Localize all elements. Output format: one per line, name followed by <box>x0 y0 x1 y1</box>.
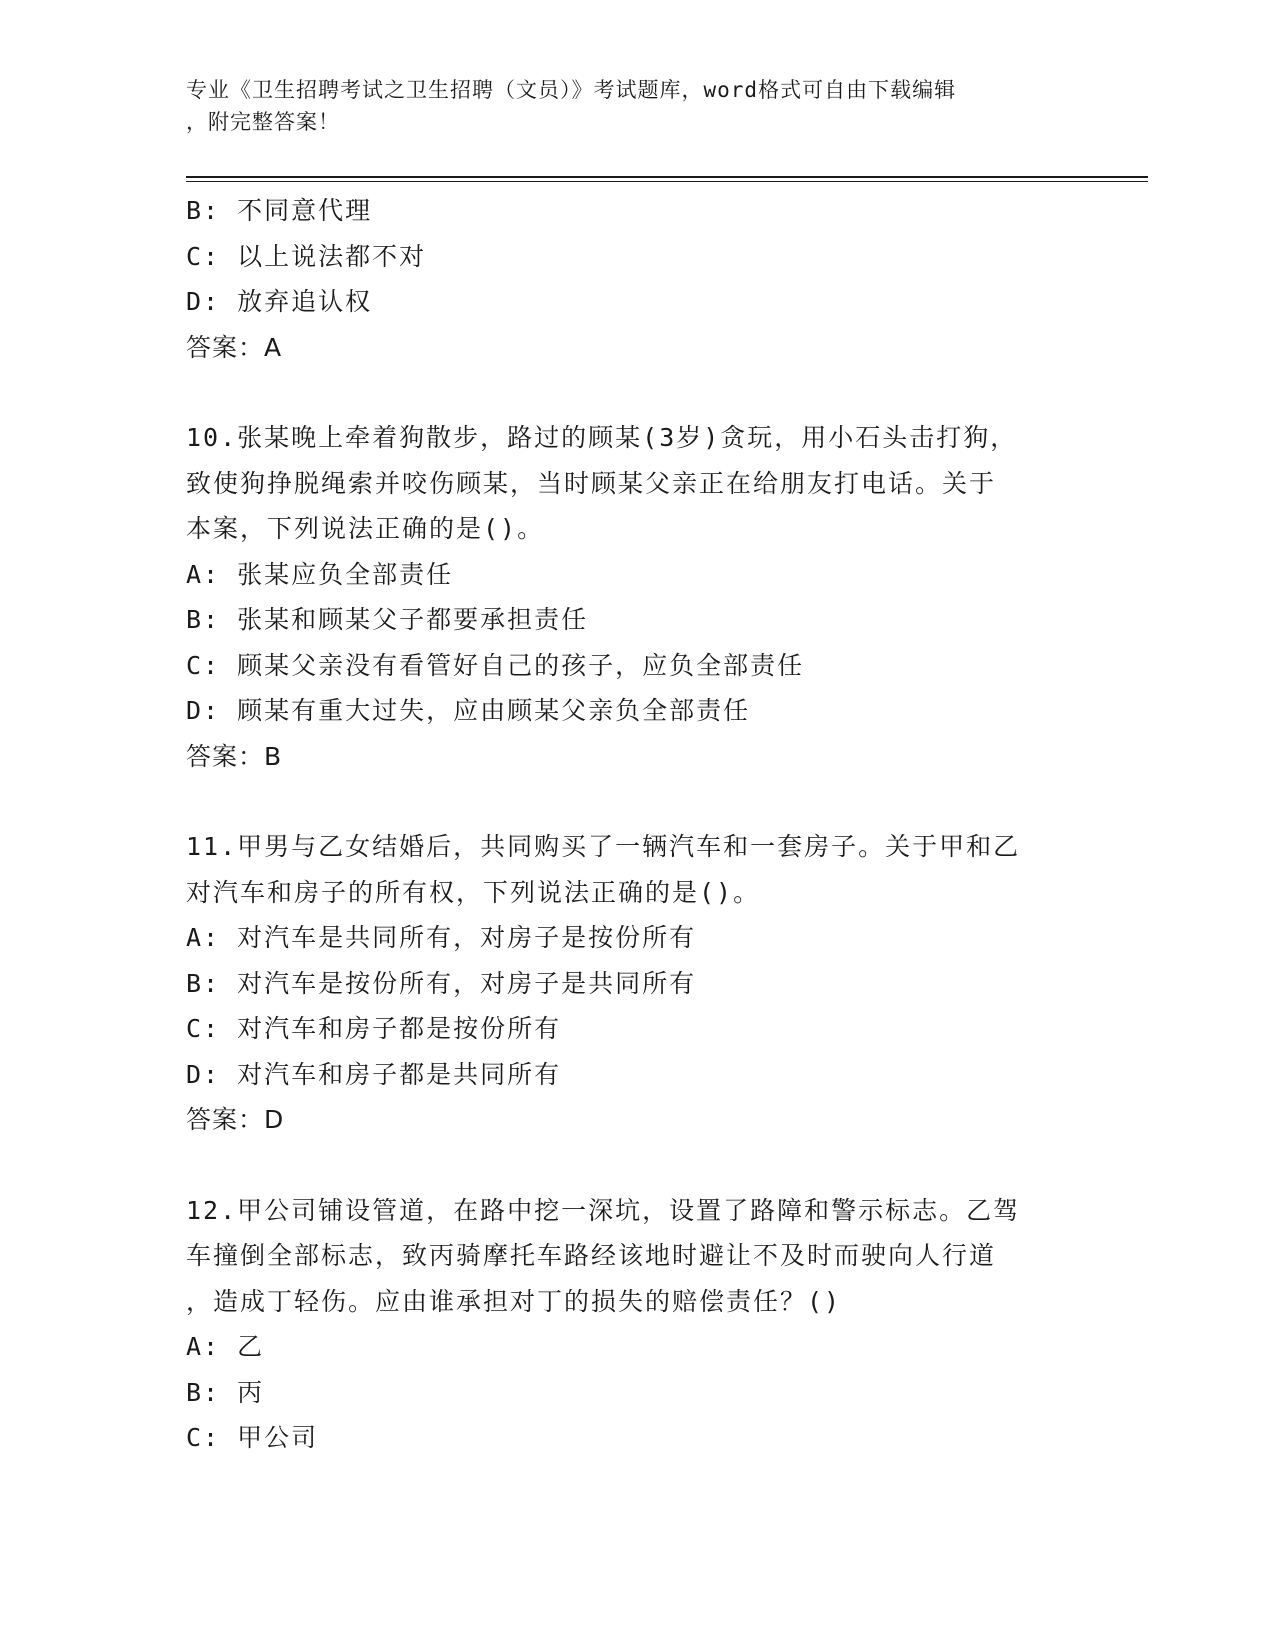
question-12 <box>186 1188 1086 1461</box>
header-rule-thick <box>186 176 1148 178</box>
answer: 答案：B <box>186 741 283 771</box>
option-d: D: 放弃追认权 <box>186 287 373 316</box>
question-stem: 对汽车和房子的所有权，下列说法正确的是()。 <box>186 877 761 907</box>
option-b: B: 丙 <box>186 1377 265 1407</box>
question-list <box>186 188 1086 1461</box>
question-stem: 11.甲男与乙女结婚后，共同购买了一辆汽车和一套房子。关于甲和乙 <box>186 832 1021 861</box>
question-stem: 本案，下列说法正确的是()。 <box>186 514 545 543</box>
header-line-1: 专业《卫生招聘考试之卫生招聘（文员）》考试题库，word格式可自由下载编辑 <box>186 78 957 102</box>
question-stem: 10.张某晚上牵着狗散步，路过的顾某(3岁)贪玩，用小石头击打狗， <box>186 423 1018 452</box>
option-a: A: 乙 <box>186 1332 265 1361</box>
option-c: C: 对汽车和房子都是按份所有 <box>186 1014 562 1043</box>
option-a: A: 张某应负全部责任 <box>186 559 454 589</box>
question-stem: ，造成丁轻伤。应由谁承担对丁的损失的赔偿责任？() <box>186 1286 842 1316</box>
answer: 答案：A <box>186 332 283 362</box>
option-a: A: 对汽车是共同所有，对房子是按份所有 <box>186 923 697 952</box>
option-d: D: 对汽车和房子都是共同所有 <box>186 1059 562 1089</box>
question-stem: 致使狗挣脱绳索并咬伤顾某，当时顾某父亲正在给朋友打电话。关于 <box>186 468 997 498</box>
question-stem: 车撞倒全部标志，致丙骑摩托车路经该地时避让不及时而驶向人行道 <box>186 1241 997 1270</box>
question-11 <box>186 824 1086 1143</box>
option-b: B: 张某和顾某父子都要承担责任 <box>186 605 589 634</box>
spacer <box>186 370 1086 415</box>
header-rule-thin <box>186 181 1148 182</box>
question-stem: 12.甲公司铺设管道，在路中挖一深坑，设置了路障和警示标志。乙驾 <box>186 1195 1021 1225</box>
header-line-2: ，附完整答案！ <box>186 110 340 134</box>
spacer <box>186 779 1086 824</box>
option-b: B: 对汽车是按份所有，对房子是共同所有 <box>186 968 697 998</box>
option-c: C: 顾某父亲没有看管好自己的孩子，应负全部责任 <box>186 650 805 680</box>
option-c: C: 以上说法都不对 <box>186 241 427 271</box>
answer: 答案：D <box>186 1105 285 1134</box>
question-9 <box>186 188 1086 370</box>
option-b: B: 不同意代理 <box>186 196 373 225</box>
option-c: C: 甲公司 <box>186 1423 319 1452</box>
document-header <box>186 74 1066 138</box>
question-10 <box>186 415 1086 779</box>
spacer <box>186 1143 1086 1188</box>
option-d: D: 顾某有重大过失，应由顾某父亲负全部责任 <box>186 696 751 725</box>
